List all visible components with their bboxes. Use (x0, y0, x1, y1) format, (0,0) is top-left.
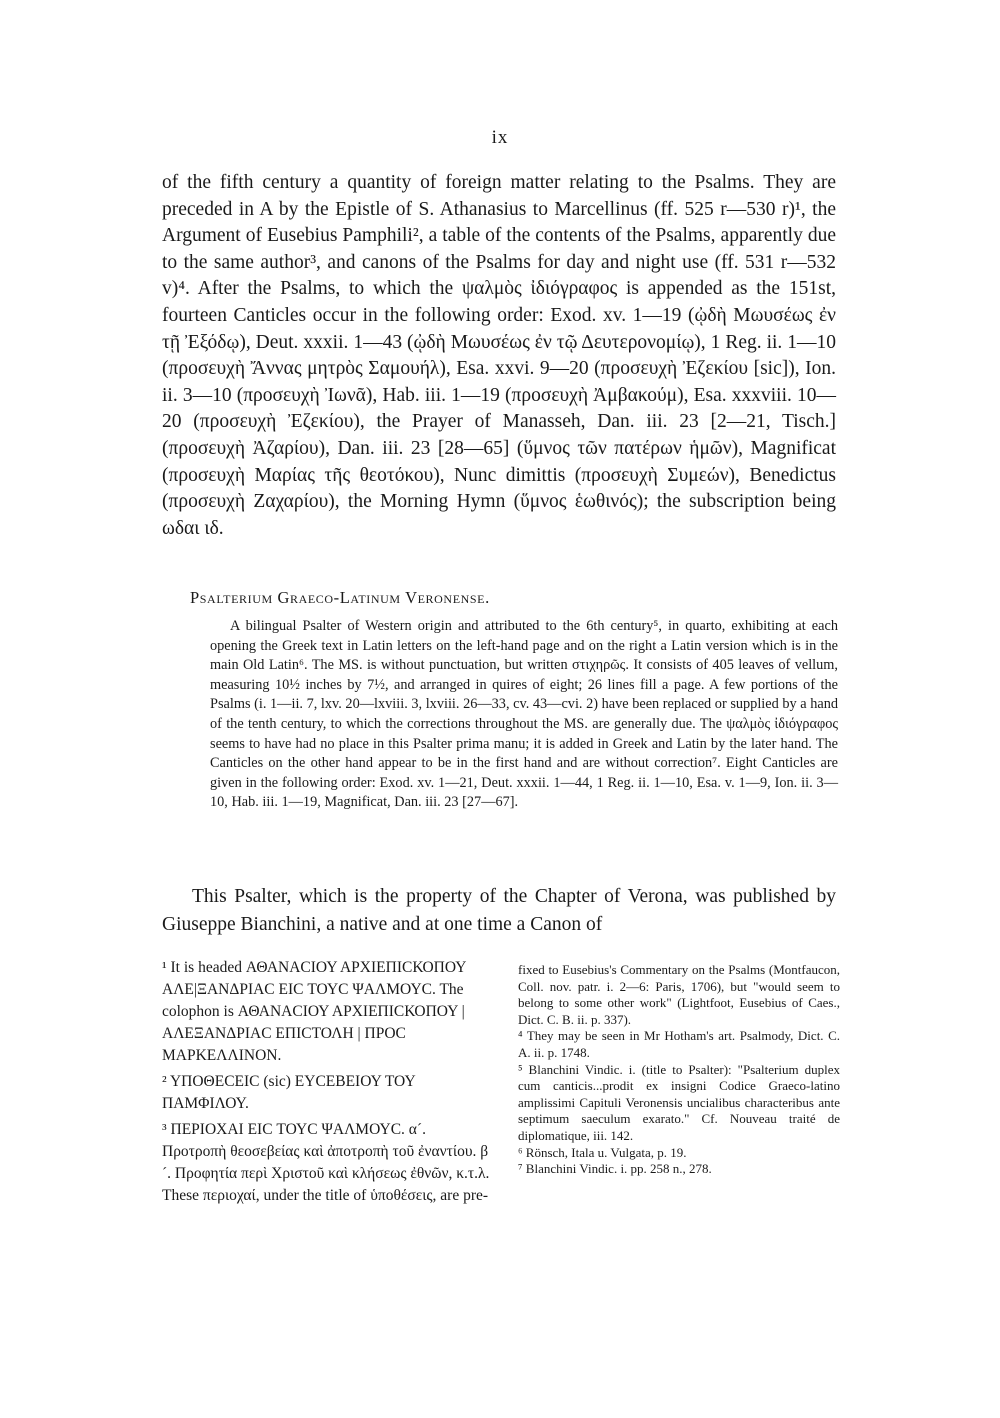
footnote-3-continued: fixed to Eusebius's Commentary on the Psalms (Montfaucon, Coll. nov. patr. i. 2—6: Paris, 1706), but "would seem to belong to some other work" (Lightfoot, Eusebius of Caes., Dict. C. B. ii. p. 337). (518, 962, 840, 1027)
footnotes-right-column (518, 962, 840, 1178)
footnote-1: ¹ It is headed ΑΘΑΝΑCΙΟΥ ΑΡΧΙΕΠΙCΚΟΠΟΥ ΑΛΕ|ΞΑΝΔΡΙΑC ΕΙC ΤΟΥC ΨΑΛΜΟΥC. The colophon is ΑΘΑΝΑCΙΟΥ ΑΡΧΙΕΠΙCΚΟΠΟΥ | ΑΛΕΞΑΝΔΡΙΑC ΕΠΙCΤΟΛΗ | ΠΡΟC ΜΑΡΚΕΛΛΙΝΟΝ. (162, 959, 466, 1064)
main-text-continued (162, 883, 836, 939)
section-body: A bilingual Psalter of Western origin and attributed to the 6th century⁵, in quarto, exhibiting at each opening the Greek text in Latin letters on the left-hand page and on the right a Latin version which is in the main Old Latin⁶. The MS. is without punctuation, but written στιχηρῶς. It consists of 405 leaves of vellum, measuring 10½ inches by 7½, and arranged in quires of eight; 26 lines fill a page. A few portions of the Psalms (i. 1—ii. 7, lxv. 20—lxviii. 3, lxviii. 26—33, cv. 43—cvi. 2) have been replaced or supplied by a hand of the tenth century, to which the corrections throughout the MS. are generally due. The ψαλμὸς ἰδιόγραφος seems to have had no place in this Psalter prima manu; it is added in Greek and Latin by the later hand. The Canticles on the other hand appear to be in the first hand and are without correction⁷. Eight Canticles are given in the following order: Exod. xv. 1—21, Deut. xxxii. 1—44, 1 Reg. ii. 1—10, Esa. v. 1—9, Ion. ii. 3—10, Hab. iii. 1—19, Magnificat, Dan. iii. 23 [27—67]. (210, 618, 838, 811)
footnote-6: ⁶ Rönsch, Itala u. Vulgata, p. 19. (518, 1144, 687, 1160)
main-text (162, 170, 836, 542)
footnotes-left-column (162, 957, 492, 1211)
footnote-4: ⁴ They may be seen in Mr Hotham's art. Psalmody, Dict. C. A. ii. p. 1748. (518, 1028, 840, 1060)
section-heading: Psalterium Graeco-Latinum Veronense. (190, 588, 490, 607)
main-paragraph-2: This Psalter, which is the property of the Chapter of Verona, was published by Giuseppe Bianchini, a native and at one time a Canon of (162, 886, 836, 935)
page-number: ix (491, 127, 509, 148)
footnote-5: ⁵ Blanchini Vindic. i. (title to Psalter): "Psalterium duplex cum canticis...prodit ex insigni Codice Graeco-latino amplissimi Capituli Veronensis uncialibus characteribus ante septimum saeculum exarato." Cf. Nouveau traité de diplomatique, iii. 142. (518, 1061, 840, 1143)
section-body-block (210, 617, 838, 813)
footnote-7: ⁷ Blanchini Vindic. i. pp. 258 n., 278. (518, 1161, 712, 1177)
footnote-2: ² ΥΠΟΘΕCΕΙC (sic) ΕΥCΕΒΕΙΟΥ ΤΟΥ ΠΑΜΦΙΛΟΥ. (162, 1073, 416, 1112)
main-paragraph: of the fifth century a quantity of foreign matter relating to the Psalms. They are preceded in A by the Epistle of S. Athanasius to Marcellinus (ff. 525 r—530 r)¹, the Argument of Eusebius Pamphili², a table of the contents of the Psalms, apparently due to the same author³, and canons of the Psalms for day and night use (ff. 531 r—532 v)⁴. After the Psalms, to which the ψαλμὸς ἰδιόγραφος is appended as the 151st, fourteen Canticles occur in the following order: Exod. xv. 1—19 (ᾠδὴ Μωυσέως ἐν τῇ Ἐξόδῳ), Deut. xxxii. 1—43 (ᾠδὴ Μωυσέως ἐν τῷ Δευτερονομίῳ), 1 Reg. ii. 1—10 (προσευχὴ Ἄννας μητρὸς Σαμουήλ), Esa. xxvi. 9—20 (προσευχὴ Ἐζεκίου [sic]), Ion. ii. 3—10 (προσευχὴ Ἰωνᾶ), Hab. iii. 1—19 (προσευχὴ Ἀμβακούμ), Esa. xxxviii. 10—20 (προσευχὴ Ἐζεκίου), the Prayer of Manasseh, Dan. iii. 23 [2—21, Tisch.] (προσευχὴ Ἀζαρίου), Dan. iii. 23 [28—65] (ὕμνος τῶν πατέρων ἡμῶν), Magnificat (προσευχὴ Μαρίας τῆς θεοτόκου), Nunc dimittis (προσευχὴ Συμεών), Benedictus (προσευχὴ Ζαχαρίου), the Morning Hymn (ὕμνος ἑωθινός); the subscription being ωδαι ιδ. (162, 172, 836, 539)
footnote-3: ³ ΠΕΡΙΟΧΑΙ ΕΙC ΤΟΥC ΨΑΛΜΟΥC. α´. Προτροπὴ θεοσεβείας καὶ ἀποτροπὴ τοῦ ἐναντίου. β´. Προφητία περὶ Χριστοῦ καὶ κλήσεως ἐθνῶν, κ.τ.λ. These περιοχαί, under the title of ὑποθέσεις, are pre- (162, 1121, 490, 1204)
